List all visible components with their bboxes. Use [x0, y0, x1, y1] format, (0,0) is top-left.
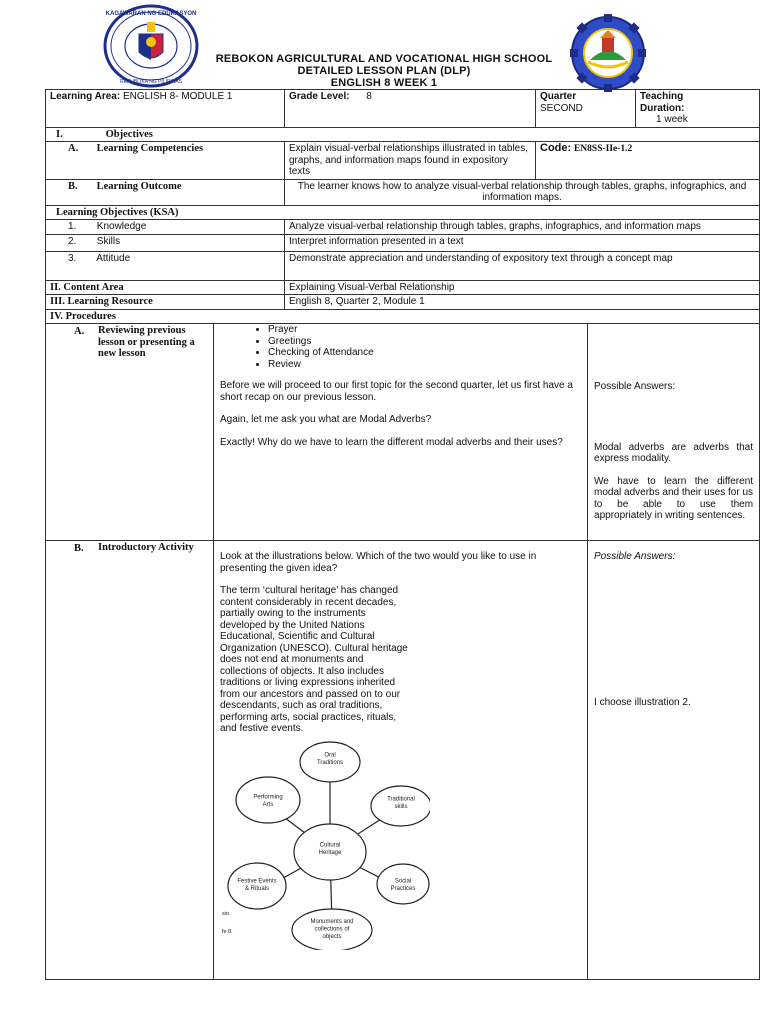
outcome-row [46, 179, 760, 205]
procedure-b-num: B. [74, 543, 84, 554]
procedure-a-content [214, 324, 588, 541]
duration-value: 1 week [656, 114, 688, 125]
procedures-heading-row [46, 309, 760, 324]
procedure-b-row [46, 541, 760, 980]
procedures-heading: IV. Procedures [46, 309, 760, 324]
code-label: Code: [540, 142, 572, 154]
learning-resource-value: English 8, Quarter 2, Module 1 [285, 295, 760, 310]
procedure-a-paragraph: Again, let me ask you what are Modal Adverbs? [220, 414, 432, 425]
concept-label: Festive Events & Rituals [237, 878, 277, 892]
procedure-a-row [46, 324, 760, 541]
learning-area-value: ENGLISH 8- MODULE 1 [122, 91, 233, 102]
svg-text:KAGAWARAN NG EDUKASYON: KAGAWARAN NG EDUKASYON [105, 11, 197, 17]
procedure-a-answers [588, 324, 760, 541]
procedure-b-content [214, 541, 588, 980]
ksa-text: Demonstrate appreciation and understanding of expository text through a concept map [285, 251, 760, 280]
procedure-b-label: Introductory Activity [98, 542, 194, 553]
ksa-heading-row [46, 205, 760, 220]
procedure-a-bullets [220, 324, 581, 370]
ksa-label: Attitude [96, 252, 131, 264]
quarter-value: SECOND [540, 102, 583, 114]
school-name: REBOKON AGRICULTURAL AND VOCATIONAL HIGH SCHOOL [215, 53, 553, 65]
procedure-a-paragraph: Exactly! Why do we have to learn the different modal adverbs and their uses? [220, 436, 563, 448]
procedure-a-paragraph: Before we will proceed to our first topic for the second quarter, let us first have a short recap on our previous lesson. [220, 380, 573, 403]
competency-label: Learning Competencies [96, 143, 204, 154]
outcome-text: The learner knows how to analyze visual-verbal relationship through tables, graphs, infographics, and information maps. [285, 179, 760, 205]
procedure-b-answers [588, 541, 760, 980]
outcome-label: Learning Outcome [96, 180, 182, 192]
objectives-num: I. [56, 128, 63, 140]
plan-type: DETAILED LESSON PLAN (DLP) [297, 65, 471, 77]
ksa-text: Analyze visual-verbal relationship through tables, graphs, infographics, and information maps [285, 220, 760, 235]
quarter-label: Quarter [540, 91, 577, 102]
week-title: ENGLISH 8 WEEK 1 [330, 77, 438, 89]
concept-label: Performing Arts [253, 794, 283, 808]
code-cell [536, 142, 760, 180]
answer-text: Modal adverbs are adverbs that express modality. [594, 441, 754, 464]
ksa-text: Interpret information presented in a text [285, 234, 760, 251]
content-area-row [46, 280, 760, 295]
procedure-b-question: Look at the illustrations below. Which of the two would you like to use in presenting the given idea? [220, 551, 537, 574]
objectives-heading-row [46, 127, 760, 142]
answer-text: We have to learn the different modal adverbs and their uses for us to be able to use them appropriately in writing sentences. [594, 475, 754, 521]
answers-heading: Possible Answers: [594, 381, 676, 392]
diagram-fragment: sio. [222, 910, 231, 917]
learning-area-cell [46, 90, 285, 128]
cultural-heritage-concept-map [220, 740, 430, 950]
grade-level-cell [285, 90, 536, 128]
procedure-a-label: Reviewing previous lesson or presenting a new lesson [98, 325, 195, 359]
ksa-attitude-row [46, 251, 760, 280]
diagram-fragment: fe 8. [222, 928, 233, 935]
concept-label: Social Practices [390, 878, 416, 892]
procedure-a-num: A. [74, 326, 85, 337]
outcome-num: B. [68, 180, 78, 192]
lesson-plan-table [45, 89, 760, 980]
competency-num: A. [68, 143, 79, 154]
learning-resource-row [46, 295, 760, 310]
code-value: EN8SS-IIe-1.2 [573, 144, 633, 154]
learning-area-label: Learning Area: [50, 91, 121, 102]
grade-level-value: 8 [366, 91, 372, 102]
competency-text: Explain visual-verbal relationships illustrated in tables, graphs, and information maps found in expository texts [285, 142, 536, 180]
competency-row [46, 142, 760, 180]
ksa-heading: Learning Objectives (KSA) [46, 205, 760, 220]
concept-label: Monuments and collections of objects [310, 918, 354, 940]
learning-resource-label: III. Learning Resource [46, 295, 285, 310]
objectives-heading: Objectives [105, 128, 153, 140]
concept-label: Oral Traditions [316, 752, 344, 766]
ksa-num: 2. [68, 235, 77, 247]
document-header [0, 0, 768, 90]
answer-text: I choose illustration 2. [594, 696, 691, 708]
list-item: • Review [268, 359, 581, 371]
concept-label: Traditional skills [387, 796, 415, 810]
duration-label: Teaching Duration: [640, 91, 685, 114]
ksa-label: Skills [96, 235, 121, 247]
info-row [46, 90, 760, 128]
duration-cell [636, 90, 760, 128]
procedure-b-passage: The term ‘cultural heritage’ has changed content considerably in recent decades, partially owing to the instruments developed by the United Nations Educational, Scientific and Cultural Organization (UNESCO). Cultural heritage does not end at monuments and collections of objects. It also includes traditions or living expressions inherited from our ancestors and passed on to our descendants, such as oral traditions, performing arts, social practices, rituals, and festive events. [220, 585, 408, 734]
svg-text:REPUBLIKA NG PILIPINAS: REPUBLIKA NG PILIPINAS [120, 79, 182, 85]
ksa-knowledge-row [46, 220, 760, 235]
list-item: • Prayer [268, 324, 581, 336]
answers-heading: Possible Answers: [594, 551, 676, 562]
list-item: • Greetings [268, 336, 581, 348]
concept-label-center: Cultural Heritage [318, 842, 342, 856]
content-area-value: Explaining Visual-Verbal Relationship [285, 280, 760, 295]
ksa-num: 1. [68, 221, 77, 232]
ksa-label: Knowledge [96, 221, 147, 232]
list-item: • Checking of Attendance [268, 347, 581, 359]
quarter-cell [536, 90, 636, 128]
ksa-skills-row [46, 234, 760, 251]
ksa-num: 3. [68, 252, 77, 264]
grade-level-label: Grade Level: [289, 91, 350, 102]
content-area-label: II. Content Area [46, 280, 285, 295]
